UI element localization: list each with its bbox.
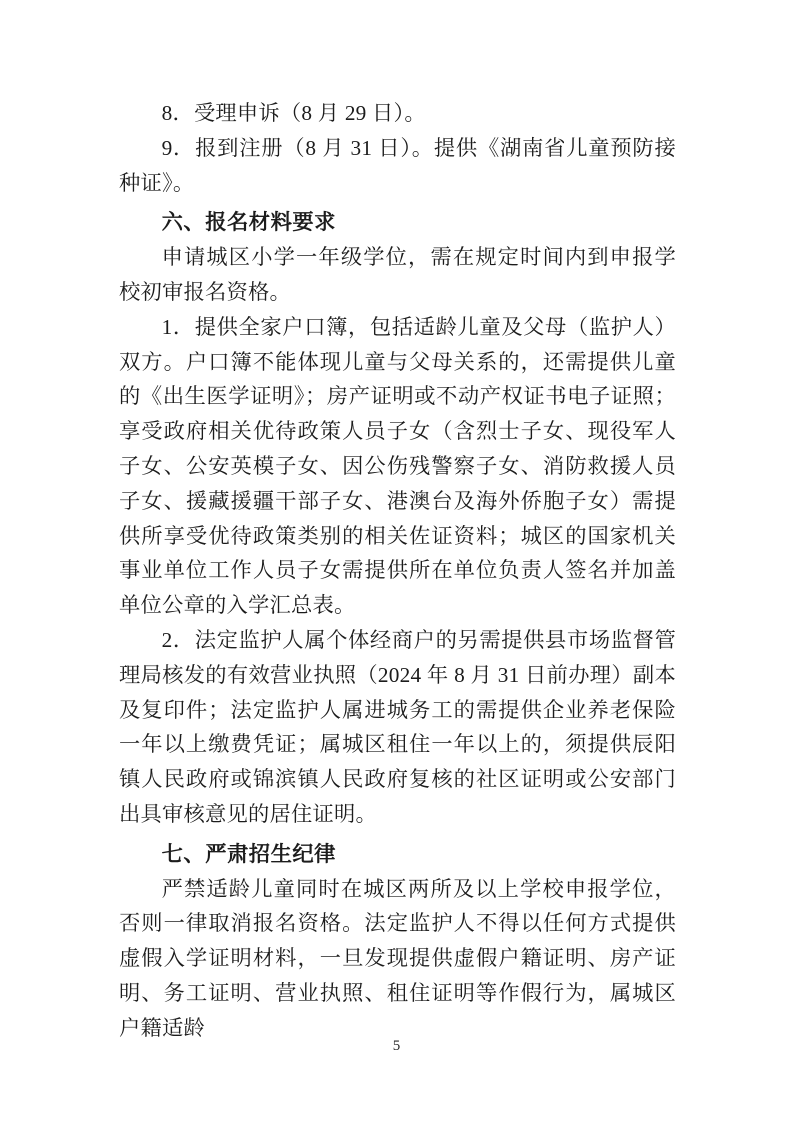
list-item-2-guardian-business: 2．法定监护人属个体经商户的另需提供县市场监督管理局核发的有效营业执照（2024 年 8 月 31 日前办理）副本及复印件；法定监护人属进城务工的需提供企业养老保险一年以上缴费凭证；属城区租住一年以上的，须提供辰阳镇人民政府或锦滨镇人民政府复核的社区证明或公安部门出具审核意见的居住证明。: [119, 627, 676, 826]
section-heading-6-materials: 六、报名材料要求: [161, 210, 336, 235]
list-item-9: 9．报到注册（8 月 31 日）。提供《湖南省儿童预防接种证》。: [119, 135, 676, 195]
paragraph-discipline: 严禁适龄儿童同时在城区两所及以上学校申报学位，否则一律取消报名资格。法定监护人不得以任何方式提供虚假入学证明材料，一旦发现提供虚假户籍证明、房产证明、务工证明、营业执照、租住证明等作假行为，属城区户籍适龄: [119, 876, 676, 1040]
list-item-8: 8．受理申诉（8 月 29 日）。: [161, 101, 426, 125]
paragraph-materials-intro: 申请城区小学一年级学位，需在规定时间内到申报学校初审报名资格。: [119, 245, 676, 304]
document-body: [119, 96, 676, 1046]
page-number: 5: [392, 1038, 401, 1054]
section-heading-7-discipline: 七、严肃招生纪律: [161, 841, 336, 866]
list-item-1-household-register: 1．提供全家户口簿，包括适龄儿童及父母（监护人）双方。户口簿不能体现儿童与父母关系的，还需提供儿童的《出生医学证明》；房产证明或不动产权证书电子证照；享受政府相关优待政策人员子女（含烈士子女、现役军人子女、公安英模子女、因公伤残警察子女、消防救援人员子女、援藏援疆干部子女、港澳台及海外侨胞子女）需提供所享受优待政策类别的相关佐证资料；城区的国家机关事业单位工作人员子女需提供所在单位负责人签名并加盖单位公章的入学汇总表。: [119, 314, 676, 618]
